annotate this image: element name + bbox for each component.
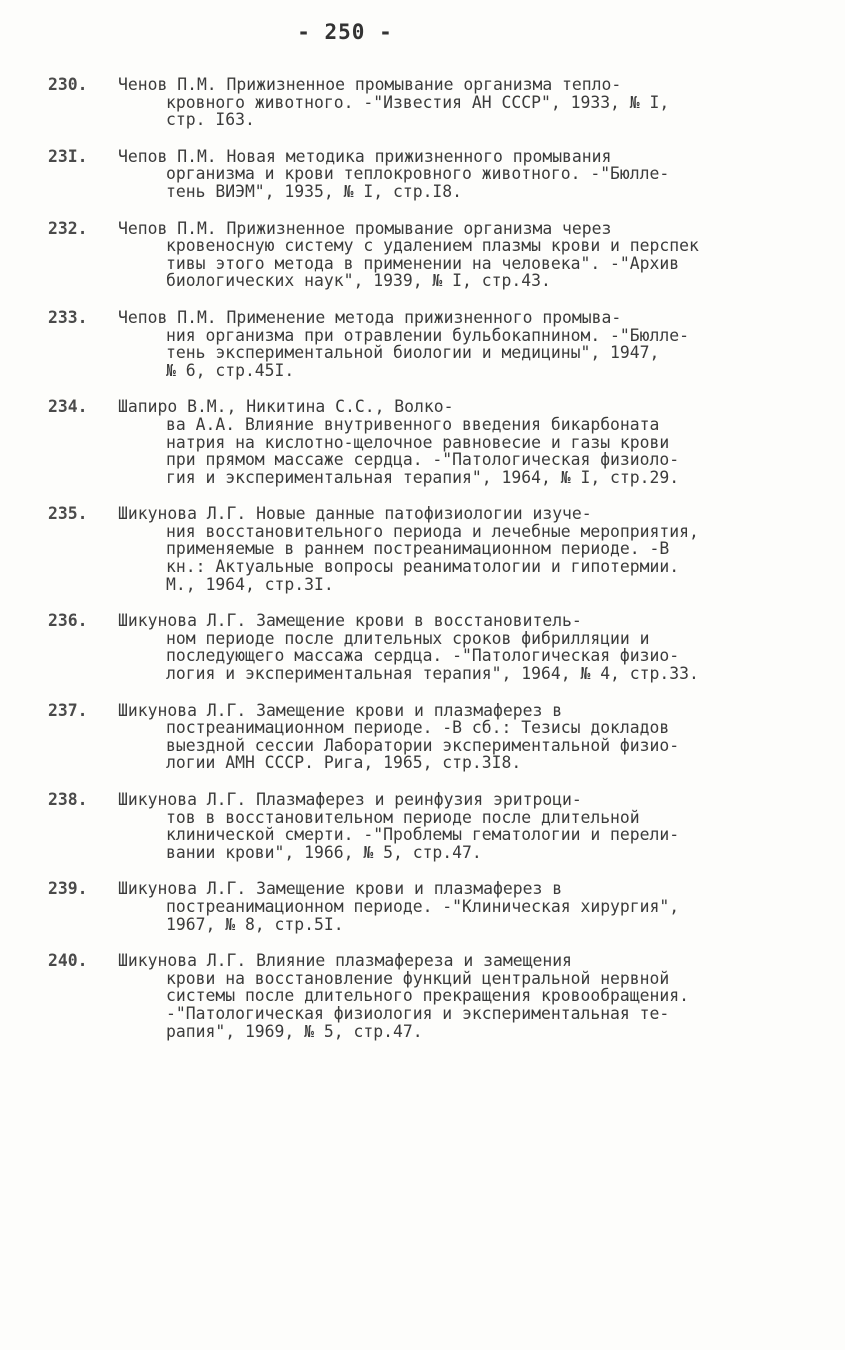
entry-line: тивы этого метода в применении на человека". -"Архив [166, 253, 680, 273]
entry-text [48, 505, 808, 593]
entry-text [48, 148, 808, 201]
entry-line: -"Патологическая физиология и экспериментальная те- [166, 1003, 670, 1023]
entry-line: последующего массажа сердца. -"Патологическая физио- [166, 646, 680, 666]
entry-line: логия и экспериментальная терапия", 1964, № 4, стр.33. [166, 664, 699, 684]
entry-number: 233. [48, 307, 88, 327]
entry-first-line: Чепов П.М. Прижизненное промывание организма через [118, 218, 612, 238]
entry-line: логии АМН СССР. Рига, 1965, стр.3I8. [166, 753, 522, 773]
entry-text [48, 220, 808, 290]
entry-text [48, 880, 808, 933]
entry-first-line: Чепов П.М. Новая методика прижизненного промывания [118, 146, 612, 166]
entry-line: применяемые в раннем постреанимационном периоде. -В [166, 539, 670, 559]
entry-line: 1967, № 8, стр.5I. [166, 914, 344, 934]
entry-number: 240. [48, 951, 88, 971]
entry-line: кн.: Актуальные вопросы реаниматологии и гипотермии. [166, 557, 680, 577]
entry-number: 239. [48, 879, 88, 899]
entry-line: при прямом массаже сердца. -"Патологическая физиоло- [166, 450, 680, 470]
entry-number: 236. [48, 611, 88, 631]
bibliography-entry [48, 791, 808, 861]
entry-line: системы после длительного прекращения кровообращения. [166, 986, 690, 1006]
entry-line: ва А.А. Влияние внутривенного введения бикарбоната [166, 414, 660, 434]
bibliography-entry [48, 309, 808, 379]
bibliography-entry [48, 612, 808, 682]
entry-line: ном периоде после длительных сроков фибрилляции и [166, 628, 650, 648]
entry-line: гия и экспериментальная терапия", 1964, № I, стр.29. [166, 467, 680, 487]
entry-number: 230. [48, 75, 88, 94]
entry-line: № 6, стр.45I. [166, 360, 295, 380]
entry-line: постреанимационном периоде. -В сб.: Тезисы докладов [166, 718, 670, 738]
entry-number: 232. [48, 218, 88, 238]
entry-first-line: Шикунова Л.Г. Замещение крови в восстановитель- [118, 611, 582, 631]
bibliography-entry [48, 952, 808, 1040]
bibliography-list [48, 76, 808, 1059]
entry-text [48, 952, 808, 1040]
entry-line: кровеносную систему с удалением плазмы крови и перспек [166, 236, 699, 256]
page-number: - 250 - [297, 20, 393, 44]
entry-number: 237. [48, 700, 88, 720]
entry-text [48, 612, 808, 682]
entry-first-line: Шикунова Л.Г. Замещение крови и плазмаферез в [118, 879, 563, 899]
entry-line: организма и крови теплокровного животного. -"Бюлле- [166, 164, 670, 184]
bibliography-entry [48, 880, 808, 933]
entry-line: тень экспериментальной биологии и медицины", 1947, [166, 343, 660, 363]
entry-line: тов в восстановительном периоде после длительной [166, 807, 640, 827]
bibliography-entry [48, 148, 808, 201]
entry-first-line: Шикунова Л.Г. Плазмаферез и реинфузия эритроци- [118, 790, 582, 809]
entry-line: вании крови", 1966, № 5, стр.47. [166, 842, 482, 862]
entry-line: клинической смерти. -"Проблемы гематологии и перели- [166, 825, 680, 845]
entry-number: 23I. [48, 146, 88, 166]
entry-line: кровного животного. -"Известия АН СССР", 1933, № I, [166, 92, 670, 112]
entry-first-line: Шикунова Л.Г. Влияние плазмафереза и замещения [118, 951, 572, 971]
entry-text [48, 76, 808, 129]
entry-line: тень ВИЭМ", 1935, № I, стр.I8. [166, 181, 463, 201]
entry-line: постреанимационном периоде. -"Клиническая хирургия", [166, 896, 680, 916]
entry-first-line: Шикунова Л.Г. Новые данные патофизиологии изуче- [118, 504, 592, 524]
bibliography-entry [48, 702, 808, 772]
entry-line: рапия", 1969, № 5, стр.47. [166, 1021, 423, 1041]
entry-first-line: Шикунова Л.Г. Замещение крови и плазмаферез в [118, 700, 563, 720]
bibliography-entry [48, 398, 808, 486]
entry-line: биологических наук", 1939, № I, стр.43. [166, 271, 551, 291]
entry-text [48, 309, 808, 379]
entry-text [48, 791, 808, 861]
entry-number: 235. [48, 504, 88, 524]
entry-line: ния восстановительного периода и лечебные мероприятия, [166, 521, 699, 541]
bibliography-entry [48, 220, 808, 290]
entry-number: 234. [48, 397, 88, 417]
entry-first-line: Чепов П.М. Применение метода прижизненного промыва- [118, 307, 622, 327]
entry-number: 238. [48, 790, 88, 809]
entry-text [48, 702, 808, 772]
entry-first-line: Ченов П.М. Прижизненное промывание организма тепло- [118, 75, 622, 94]
entry-line: стр. I63. [166, 110, 255, 130]
entry-line: выездной сессии Лаборатории экспериментальной физио- [166, 735, 680, 755]
bibliography-entry [48, 505, 808, 593]
entry-line: крови на восстановление функций центральной нервной [166, 968, 670, 988]
entry-line: М., 1964, стр.3I. [166, 574, 334, 594]
entry-text [48, 398, 808, 486]
entry-line: ния организма при отравлении бульбокапнином. -"Бюлле- [166, 325, 690, 345]
bibliography-entry [48, 76, 808, 129]
entry-line: натрия на кислотно-щелочное равновесие и газы крови [166, 432, 670, 452]
entry-first-line: Шапиро В.М., Никитина С.С., Волко- [118, 397, 454, 417]
